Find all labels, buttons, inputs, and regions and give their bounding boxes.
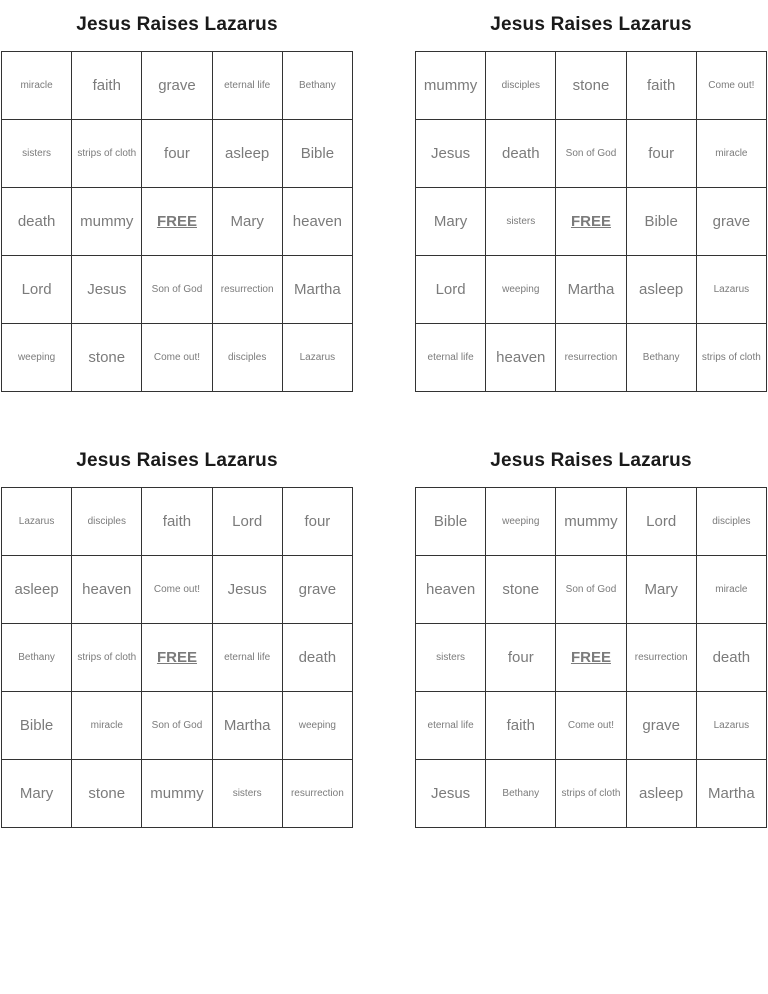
bingo-cell: Son of God [556,556,626,624]
bingo-cell: Jesus [212,556,282,624]
bingo-card-3 [1,436,353,828]
bingo-cell: Bible [282,120,352,188]
bingo-row [416,120,767,188]
bingo-row [2,52,353,120]
bingo-cell: Lazarus [282,324,352,392]
bingo-cell: sisters [486,188,556,256]
bingo-cell: Come out! [142,324,212,392]
bingo-grid [1,51,353,392]
bingo-cell: Bethany [282,52,352,120]
bingo-cell: miracle [696,556,766,624]
bingo-cell: resurrection [212,256,282,324]
bingo-cell: strips of cloth [696,324,766,392]
bingo-cell: Martha [696,760,766,828]
bingo-cell: eternal life [212,52,282,120]
bingo-cell: grave [142,52,212,120]
bingo-cell: disciples [212,324,282,392]
bingo-row [2,188,353,256]
bingo-cell: death [282,624,352,692]
bingo-cell: stone [72,760,142,828]
bingo-cell: death [486,120,556,188]
bingo-cell: four [626,120,696,188]
bingo-cell: Lord [626,488,696,556]
bingo-cell: strips of cloth [556,760,626,828]
bingo-cell: Lazarus [2,488,72,556]
bingo-cell: disciples [696,488,766,556]
bingo-cell: Son of God [142,692,212,760]
bingo-cell: grave [282,556,352,624]
bingo-cell: faith [72,52,142,120]
bingo-cell: Lord [212,488,282,556]
bingo-cell: strips of cloth [72,624,142,692]
bingo-row [416,760,767,828]
bingo-cell: resurrection [282,760,352,828]
bingo-cell: Bethany [486,760,556,828]
bingo-cell: Bible [626,188,696,256]
bingo-cell: mummy [142,760,212,828]
bingo-cell: resurrection [626,624,696,692]
bingo-cell: stone [486,556,556,624]
card-title: Jesus Raises Lazarus [76,14,278,35]
free-cell: FREE [142,188,212,256]
bingo-cell: stone [556,52,626,120]
bingo-cell: asleep [212,120,282,188]
bingo-cell: miracle [2,52,72,120]
bingo-cell: asleep [2,556,72,624]
bingo-cell: mummy [416,52,486,120]
bingo-cell: Lazarus [696,256,766,324]
bingo-cell: Jesus [416,120,486,188]
bingo-cell: Jesus [72,256,142,324]
bingo-card-2 [415,0,767,392]
bingo-cell: grave [626,692,696,760]
bingo-row [2,120,353,188]
bingo-row [416,488,767,556]
cards-row-bottom [1,436,768,828]
bingo-cell: sisters [416,624,486,692]
bingo-row [2,624,353,692]
bingo-cell: sisters [212,760,282,828]
bingo-cell: death [696,624,766,692]
bingo-cell: Mary [416,188,486,256]
bingo-row [2,692,353,760]
bingo-cell: weeping [486,256,556,324]
bingo-cell: Bible [2,692,72,760]
bingo-cell: miracle [696,120,766,188]
bingo-row [416,324,767,392]
bingo-row [416,624,767,692]
bingo-row [416,52,767,120]
card-title: Jesus Raises Lazarus [76,450,278,471]
bingo-cell: heaven [486,324,556,392]
bingo-row [2,256,353,324]
bingo-cell: Come out! [142,556,212,624]
bingo-cell: weeping [2,324,72,392]
bingo-cell: four [486,624,556,692]
bingo-cell: stone [72,324,142,392]
bingo-cell: Bethany [2,624,72,692]
bingo-row [2,324,353,392]
bingo-cell: eternal life [212,624,282,692]
bingo-cell: four [142,120,212,188]
bingo-cell: Martha [556,256,626,324]
bingo-cell: Lord [416,256,486,324]
bingo-row [416,556,767,624]
bingo-cell: death [2,188,72,256]
bingo-cell: Mary [2,760,72,828]
bingo-cell: mummy [72,188,142,256]
bingo-cell: mummy [556,488,626,556]
card-title: Jesus Raises Lazarus [490,450,692,471]
bingo-cell: heaven [282,188,352,256]
bingo-cell: Come out! [696,52,766,120]
bingo-cell: heaven [416,556,486,624]
bingo-row [2,760,353,828]
bingo-row [416,188,767,256]
bingo-cell: Son of God [142,256,212,324]
bingo-cell: weeping [486,488,556,556]
bingo-cell: eternal life [416,692,486,760]
bingo-card-4 [415,436,767,828]
bingo-cell: grave [696,188,766,256]
bingo-grid [415,487,767,828]
bingo-row [2,556,353,624]
bingo-cell: eternal life [416,324,486,392]
bingo-cell: asleep [626,760,696,828]
bingo-cell: Come out! [556,692,626,760]
free-cell: FREE [142,624,212,692]
bingo-cell: Bible [416,488,486,556]
bingo-cell: resurrection [556,324,626,392]
bingo-cell: Son of God [556,120,626,188]
bingo-cell: Mary [626,556,696,624]
bingo-cell: heaven [72,556,142,624]
bingo-cell: Martha [282,256,352,324]
bingo-cell: four [282,488,352,556]
bingo-row [416,256,767,324]
bingo-cell: Jesus [416,760,486,828]
bingo-cell: Bethany [626,324,696,392]
bingo-cell: strips of cloth [72,120,142,188]
bingo-cell: disciples [486,52,556,120]
bingo-cell: Lord [2,256,72,324]
bingo-cell: miracle [72,692,142,760]
free-cell: FREE [556,624,626,692]
bingo-card-1 [1,0,353,392]
bingo-cell: sisters [2,120,72,188]
bingo-cell: asleep [626,256,696,324]
card-title: Jesus Raises Lazarus [490,14,692,35]
bingo-cell: faith [626,52,696,120]
bingo-cell: faith [142,488,212,556]
bingo-cell: Mary [212,188,282,256]
free-cell: FREE [556,188,626,256]
bingo-cell: Lazarus [696,692,766,760]
bingo-cell: faith [486,692,556,760]
bingo-row [416,692,767,760]
bingo-cell: weeping [282,692,352,760]
bingo-cell: disciples [72,488,142,556]
cards-row-top [1,0,768,392]
bingo-cell: Martha [212,692,282,760]
bingo-row [2,488,353,556]
bingo-grid [1,487,353,828]
bingo-grid [415,51,767,392]
